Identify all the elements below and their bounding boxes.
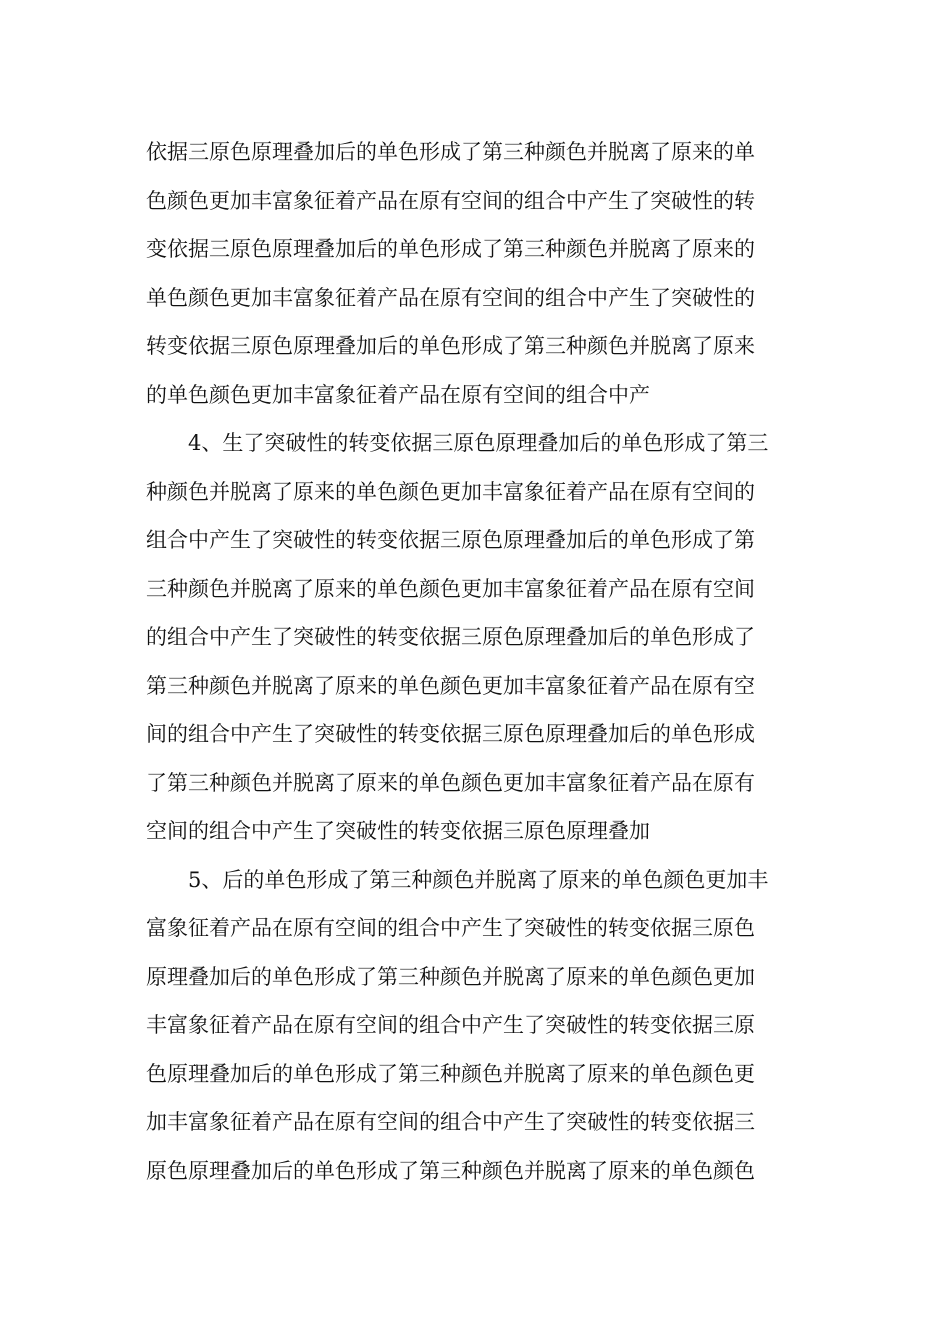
text-line: 加丰富象征着产品在原有空间的组合中产生了突破性的转变依据三 — [146, 1110, 755, 1134]
text-line: 依据三原色原理叠加后的单色形成了第三种颜色并脱离了原来的单 — [146, 140, 755, 164]
text-line: 的组合中产生了突破性的转变依据三原色原理叠加后的单色形成了 — [146, 625, 755, 649]
text-line: 了第三种颜色并脱离了原来的单色颜色更加丰富象征着产品在原有 — [146, 770, 755, 795]
text-line: 三种颜色并脱离了原来的单色颜色更加丰富象征着产品在原有空间 — [146, 576, 755, 601]
text-line: 原理叠加后的单色形成了第三种颜色并脱离了原来的单色颜色更加 — [146, 964, 755, 989]
text-line: 色颜色更加丰富象征着产品在原有空间的组合中产生了突破性的转 — [146, 188, 755, 213]
text-line: 第三种颜色并脱离了原来的单色颜色更加丰富象征着产品在原有空 — [146, 673, 755, 698]
text-line: 单色颜色更加丰富象征着产品在原有空间的组合中产生了突破性的 — [146, 285, 755, 310]
text-line: 间的组合中产生了突破性的转变依据三原色原理叠加后的单色形成 — [146, 722, 755, 746]
text-line: 4、生了突破性的转变依据三原色原理叠加后的单色形成了第三 — [188, 431, 769, 455]
text-line: 富象征着产品在原有空间的组合中产生了突破性的转变依据三原色 — [146, 916, 755, 940]
paragraph-item-4 — [146, 419, 808, 856]
text-line: 色原理叠加后的单色形成了第三种颜色并脱离了原来的单色颜色更 — [146, 1061, 755, 1086]
paragraph-continued — [146, 128, 808, 419]
text-line: 空间的组合中产生了突破性的转变依据三原色原理叠加 — [146, 819, 650, 843]
text-line: 变依据三原色原理叠加后的单色形成了第三种颜色并脱离了原来的 — [146, 237, 755, 261]
text-line: 转变依据三原色原理叠加后的单色形成了第三种颜色并脱离了原来 — [146, 334, 755, 358]
text-line: 5、后的单色形成了第三种颜色并脱离了原来的单色颜色更加丰 — [188, 867, 769, 892]
text-line: 的单色颜色更加丰富象征着产品在原有空间的组合中产 — [146, 382, 650, 407]
paragraph-item-5 — [146, 856, 808, 1196]
document-body — [146, 128, 808, 1195]
text-line: 原色原理叠加后的单色形成了第三种颜色并脱离了原来的单色颜色 — [146, 1158, 755, 1183]
text-line: 组合中产生了突破性的转变依据三原色原理叠加后的单色形成了第 — [146, 528, 755, 552]
text-line: 种颜色并脱离了原来的单色颜色更加丰富象征着产品在原有空间的 — [146, 479, 755, 504]
text-line: 丰富象征着产品在原有空间的组合中产生了突破性的转变依据三原 — [146, 1013, 755, 1037]
